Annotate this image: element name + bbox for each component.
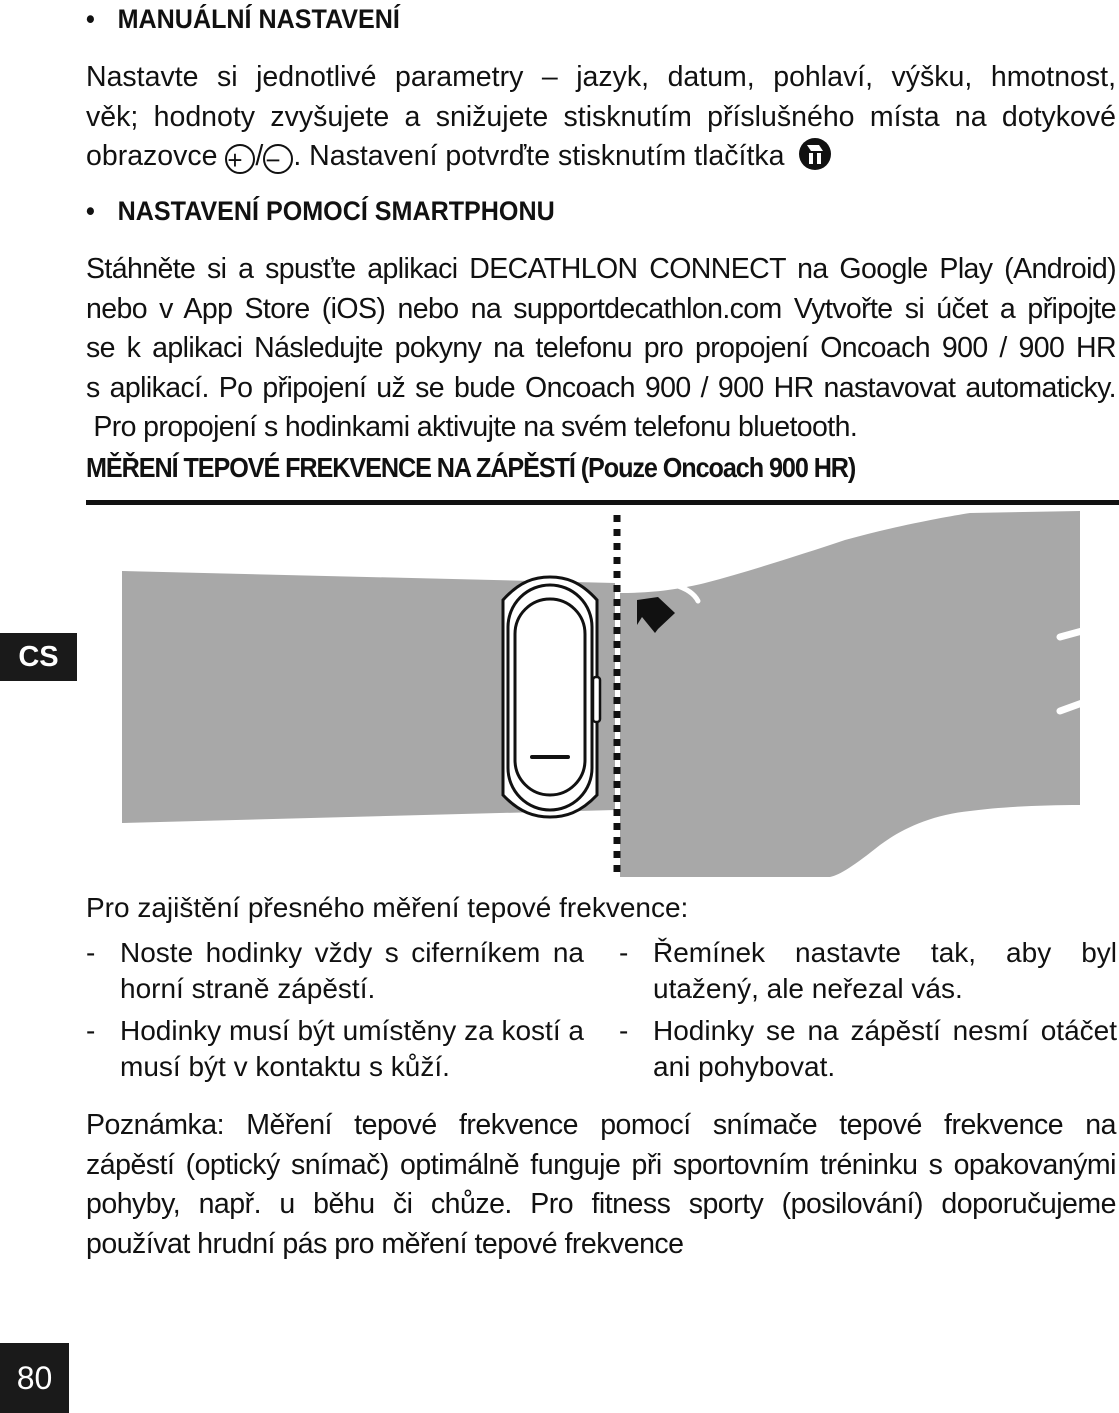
paragraph-text: . Nastavení potvrďte stisknutím tlačítka [293, 140, 785, 172]
list-item-text: Hodinky se na zápěstí nesmí otáčet ani pohybovat. [653, 1015, 1117, 1082]
language-tab: CS [0, 633, 77, 681]
list-item-text: Hodinky musí být umístěny za kostí a musí být v kontaktu s kůží. [120, 1015, 584, 1082]
slash: / [255, 140, 264, 172]
list-item [86, 935, 586, 1007]
paragraph-line: pohyby, např. u běhu či chůze. Pro fitness sporty (posilování) doporučujeme [86, 1188, 1116, 1220]
paragraph-line [86, 137, 1116, 183]
list-item [86, 1013, 586, 1085]
smartphone-settings-heading [86, 196, 555, 227]
smartphone-paragraph [86, 250, 1116, 448]
manual-settings-paragraph [86, 58, 1116, 183]
watch-screen [515, 599, 585, 795]
hr-section-title: MĚŘENÍ TEPOVÉ FREKVENCE NA ZÁPĚSTÍ (Pouze Oncoach 900 HR) [86, 452, 856, 483]
page-number: 80 [0, 1343, 69, 1413]
bullet: • [86, 196, 95, 226]
list-dash: - [86, 1015, 96, 1046]
watch-side-button [593, 677, 600, 722]
manual-settings-heading [86, 4, 400, 35]
paragraph-line: věk; hodnoty zvyšujete a snižujete stisknutím příslušného místa na dotykové [86, 100, 1116, 133]
tips-intro: Pro zajištění přesného měření tepové frekvence: [86, 892, 689, 923]
tips-list [86, 935, 1119, 1095]
paragraph-line: používat hrudní pás pro měření tepové frekvence [86, 1227, 684, 1260]
paragraph-line: Pro propojení s hodinkami aktivujte na svém telefonu bluetooth. [86, 411, 858, 443]
paragraph-line: Poznámka: Měření tepové frekvence pomocí snímače tepové frekvence na [86, 1109, 1116, 1141]
paragraph-line: zápěstí (optický snímač) optimálně funguje při sportovním tréninku s opakovanými [86, 1148, 1116, 1181]
minus-icon: − [263, 144, 293, 174]
smartphone-settings-heading-text: NASTAVENÍ POMOCÍ SMARTPHONU [117, 196, 555, 226]
manual-settings-heading-text: MANUÁLNÍ NASTAVENÍ [117, 4, 400, 34]
list-item [619, 935, 1119, 1007]
list-item-text: Noste hodinky vždy s ciferníkem na horní straně zápěstí. [120, 937, 584, 1004]
wrist-illustration [110, 505, 1085, 880]
note-paragraph [86, 1106, 1116, 1264]
list-item [619, 1013, 1119, 1085]
bullet: • [86, 4, 95, 34]
list-dash: - [619, 937, 629, 968]
list-dash: - [619, 1015, 629, 1046]
paragraph-line: se k aplikaci Následujte pokyny na telefonu pro propojení Oncoach 900 / 900 HR [86, 332, 1116, 364]
paragraph-line: Stáhněte si a spusťte aplikaci DECATHLON CONNECT na Google Play (Android) [86, 253, 1116, 285]
list-item-text: Řemínek nastavte tak, aby byl utažený, ale neřezal vás. [653, 937, 1117, 1004]
paragraph-line: s aplikací. Po připojení už se bude Oncoach 900 / 900 HR nastavovat automaticky. [86, 371, 1116, 404]
button-icon [798, 137, 832, 183]
plus-icon: + [225, 144, 255, 174]
hand-shape [620, 511, 1080, 877]
paragraph-line: Nastavte si jednotlivé parametry – jazyk, datum, pohlaví, výšku, hmotnost, [86, 61, 1116, 93]
paragraph-line: nebo v App Store (iOS) nebo na supportdecathlon.com Vytvořte si účet a připojte [86, 292, 1116, 325]
list-dash: - [86, 937, 96, 968]
paragraph-text: obrazovce [86, 140, 218, 172]
